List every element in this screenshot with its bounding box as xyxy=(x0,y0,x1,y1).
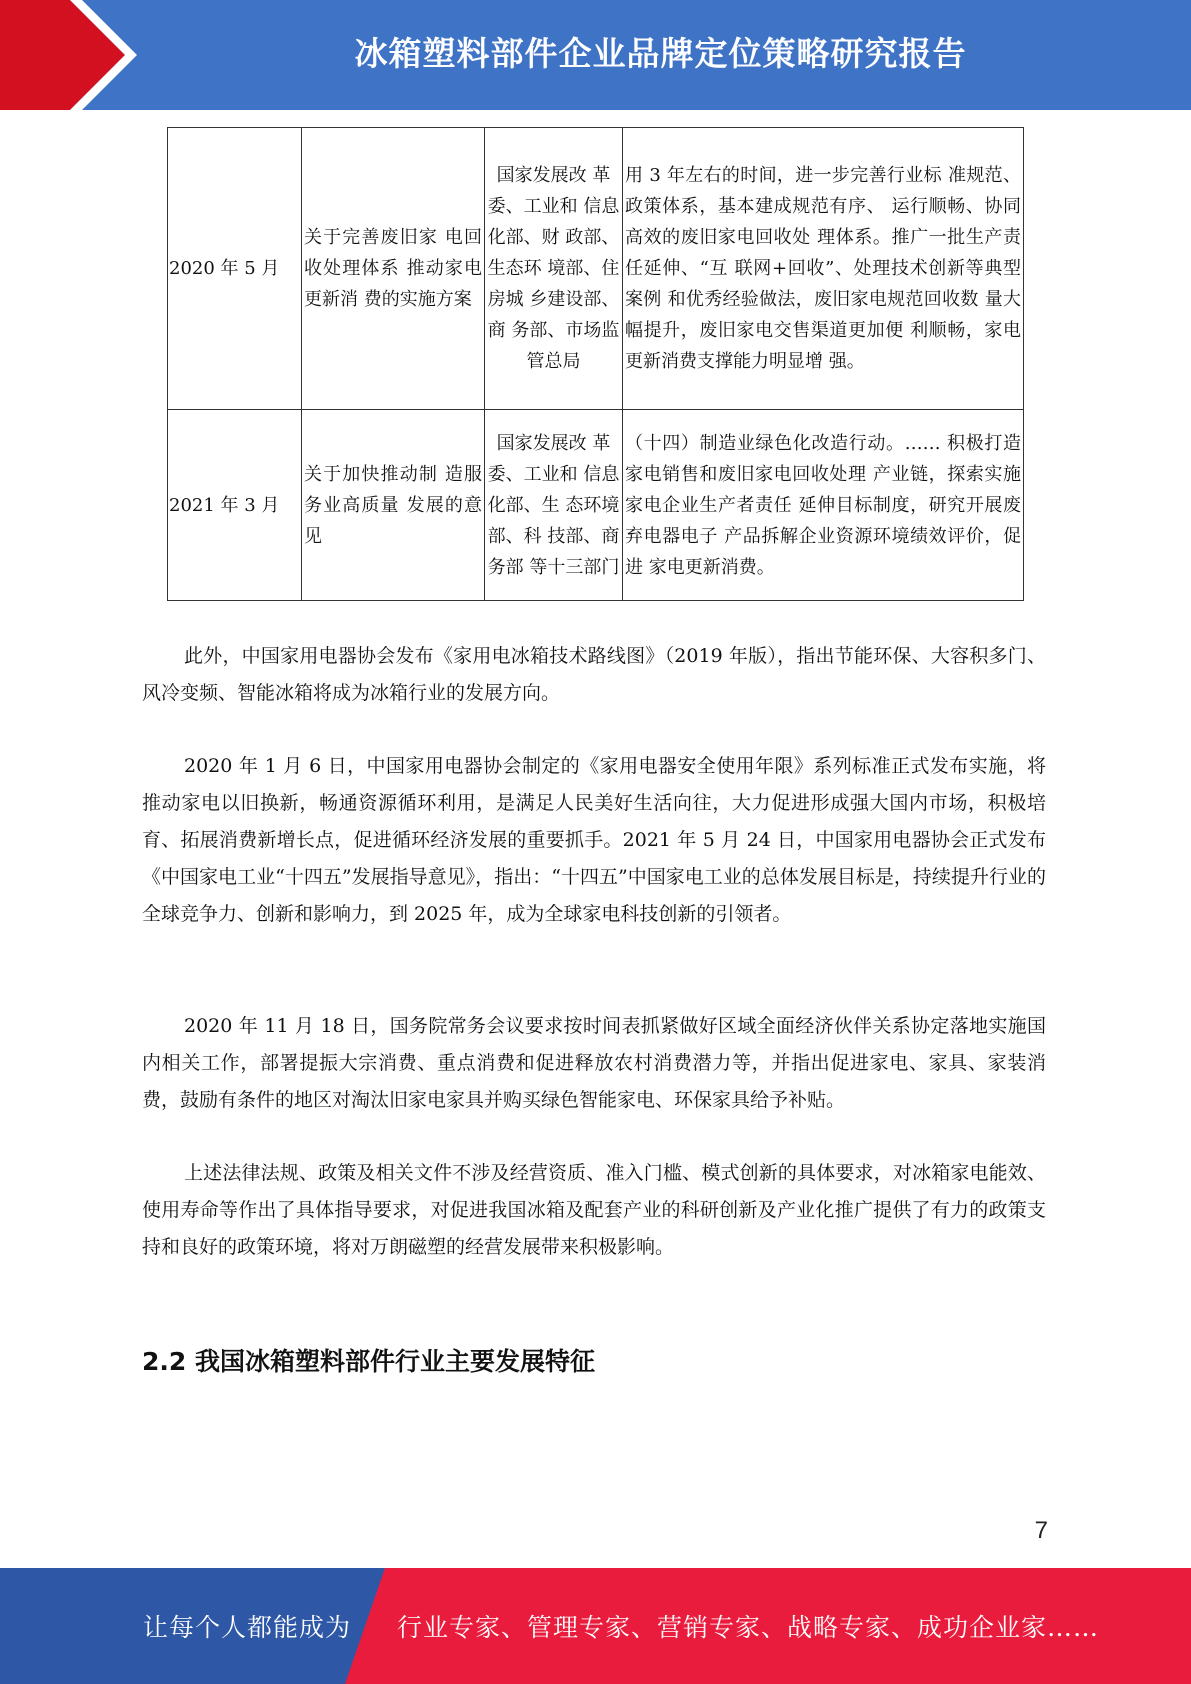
table-row xyxy=(168,128,1024,410)
page-number: 7 xyxy=(1034,1517,1048,1544)
header-red-arrow-decoration xyxy=(0,0,150,110)
table-cell-departments: 国家发展改 革委、工业和 信息化部、生 态环境部、科 技部、商务部 等十三部门 xyxy=(485,410,623,601)
table-cell-title: 关于完善废旧家 电回收处理体系 推动家电更新消 费的实施方案 xyxy=(302,128,485,410)
body-paragraph: 2020 年 11 月 18 日，国务院常务会议要求按时间表抓紧做好区域全面经济伙伴关系协定落地实施国内相关工作，部署提振大宗消费、重点消费和促进释放农村消费潜力等，并指出促进家电、家具、家装消费，鼓励有条件的地区对淘汰旧家电家具并购买绿色智能家电、环保家具给予补贴。 xyxy=(142,1015,1046,1111)
table-row xyxy=(168,410,1024,601)
table-cell-departments: 国家发展改 革委、工业和 信息化部、财 政部、生态环 境部、住房城 乡建设部、商 务部、市场监 管总局 xyxy=(485,128,623,410)
table-cell-content: （十四）制造业绿色化改造行动。…… 积极打造家电销售和废旧家电回收处理 产业链，探索实施家电企业生产者责任 延伸目标制度，研究开展废弃电器电子 产品拆解企业资源环境绩效评价，促进 家电更新消费。 xyxy=(623,410,1024,601)
footer-slogan-right: 行业专家、管理专家、营销专家、战略专家、成功企业家…… xyxy=(397,1613,1100,1642)
page-header xyxy=(0,0,1191,110)
table-cell-date: 2021 年 3 月 xyxy=(168,410,302,601)
body-paragraph: 上述法律法规、政策及相关文件不涉及经营资质、准入门槛、模式创新的具体要求，对冰箱家电能效、使用寿命等作出了具体指导要求，对促进我国冰箱及配套产业的科研创新及产业化推广提供了有力的政策支持和良好的政策环境，将对万朗磁塑的经营发展带来积极影响。 xyxy=(142,1162,1046,1258)
page-footer xyxy=(0,1568,1191,1684)
header-title: 冰箱塑料部件企业品牌定位策略研究报告 xyxy=(354,34,967,73)
body-paragraph: 2020 年 1 月 6 日，中国家用电器协会制定的《家用电器安全使用年限》系列标准正式发布实施，将推动家电以旧换新，畅通资源循环利用，是满足人民美好生活向往，大力促进形成强大国内市场，积极培育、拓展消费新增长点，促进循环经济发展的重要抓手。2021 年 5 月 24 日，中国家用电器协会正式发布《中国家电工业“十四五”发展指导意见》，指出：“十四五”中国家电工业的总体发展目标是，持续提升行业的全球竞争力、创新和影响力，到 2025 年，成为全球家电科技创新的引领者。 xyxy=(142,755,1046,925)
table-cell-date: 2020 年 5 月 xyxy=(168,128,302,410)
footer-slogan-left: 让每个人都能成为 xyxy=(143,1613,352,1642)
body-paragraph: 此外，中国家用电器协会发布《家用电冰箱技术路线图》（2019 年版），指出节能环保、大容积多门、风冷变频、智能冰箱将成为冰箱行业的发展方向。 xyxy=(142,645,1046,704)
table-cell-title: 关于加快推动制 造服务业高质量 发展的意见 xyxy=(302,410,485,601)
policy-table xyxy=(167,127,1024,601)
section-heading: 2.2 我国冰箱塑料部件行业主要发展特征 xyxy=(142,1347,595,1376)
table-cell-content: 用 3 年左右的时间，进一步完善行业标 准规范、政策体系，基本建成规范有序、 运行顺畅、协同高效的废旧家电回收处 理体系。推广一批生产责任延伸、“互 联网+回收”、处理技术创新等典型案例 和优秀经验做法，废旧家电规范回收数 量大幅提升，废旧家电交售渠道更加便 利顺畅，家电更新消费支撑能力明显增 强。 xyxy=(623,128,1024,410)
